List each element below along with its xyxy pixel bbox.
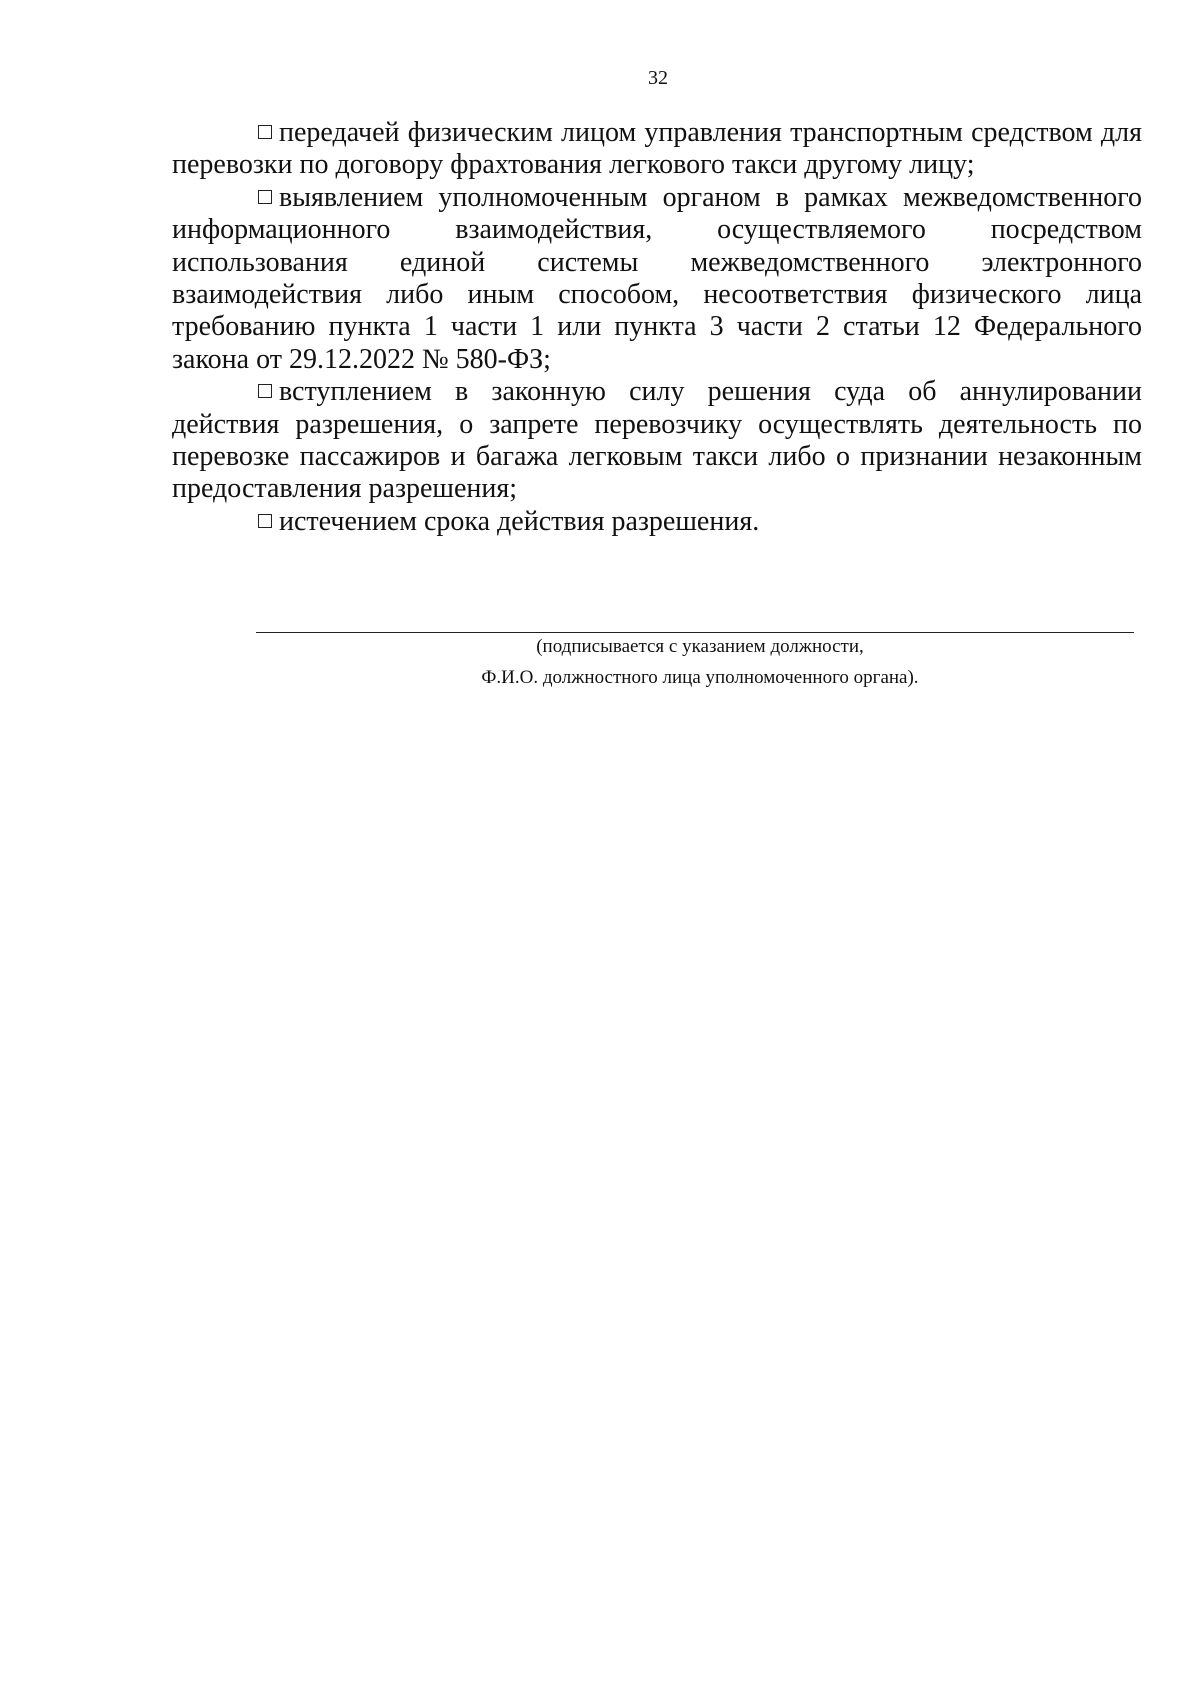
list-item-text: выявлением уполномоченным органом в рамках межведомственного информационного взаимодействия, осуществляемого посредством использования единой системы межведомственного электронного взаимодействия либо иным способом, несоответствия физического лица требованию пункта 1 части 1 или пункта 3 части 2 статьи 12 Федерального закона от 29.12.2022 № 580-ФЗ; — [172, 181, 1142, 375]
list-item — [172, 506, 1142, 538]
signature-caption-line-2: Ф.И.О. должностного лица уполномоченного органа). — [481, 667, 919, 688]
signature-line — [256, 632, 1134, 633]
page-number: 32 — [648, 67, 668, 89]
square-bullet-icon — [258, 190, 272, 204]
list-item-text: передачей физическим лицом управления транспортным средством для перевозки по договору фрахтования легкового такси другому лицу; — [172, 117, 1142, 181]
square-bullet-icon — [258, 125, 272, 139]
list-item — [172, 182, 1142, 376]
square-bullet-icon — [258, 384, 272, 398]
list-item-text: вступлением в законную силу решения суда об аннулировании действия разрешения, о запрете перевозчику осуществлять деятельность по перевозке пассажиров и багажа легковым такси либо о признании незаконным предоставления разрешения; — [172, 376, 1142, 505]
document-body — [172, 117, 1142, 538]
list-item — [172, 376, 1142, 506]
list-item-text: истечением срока действия разрешения. — [279, 505, 760, 537]
square-bullet-icon — [258, 514, 272, 528]
signature-caption-line-1: (подписывается с указанием должности, — [536, 636, 864, 657]
list-item — [172, 117, 1142, 182]
